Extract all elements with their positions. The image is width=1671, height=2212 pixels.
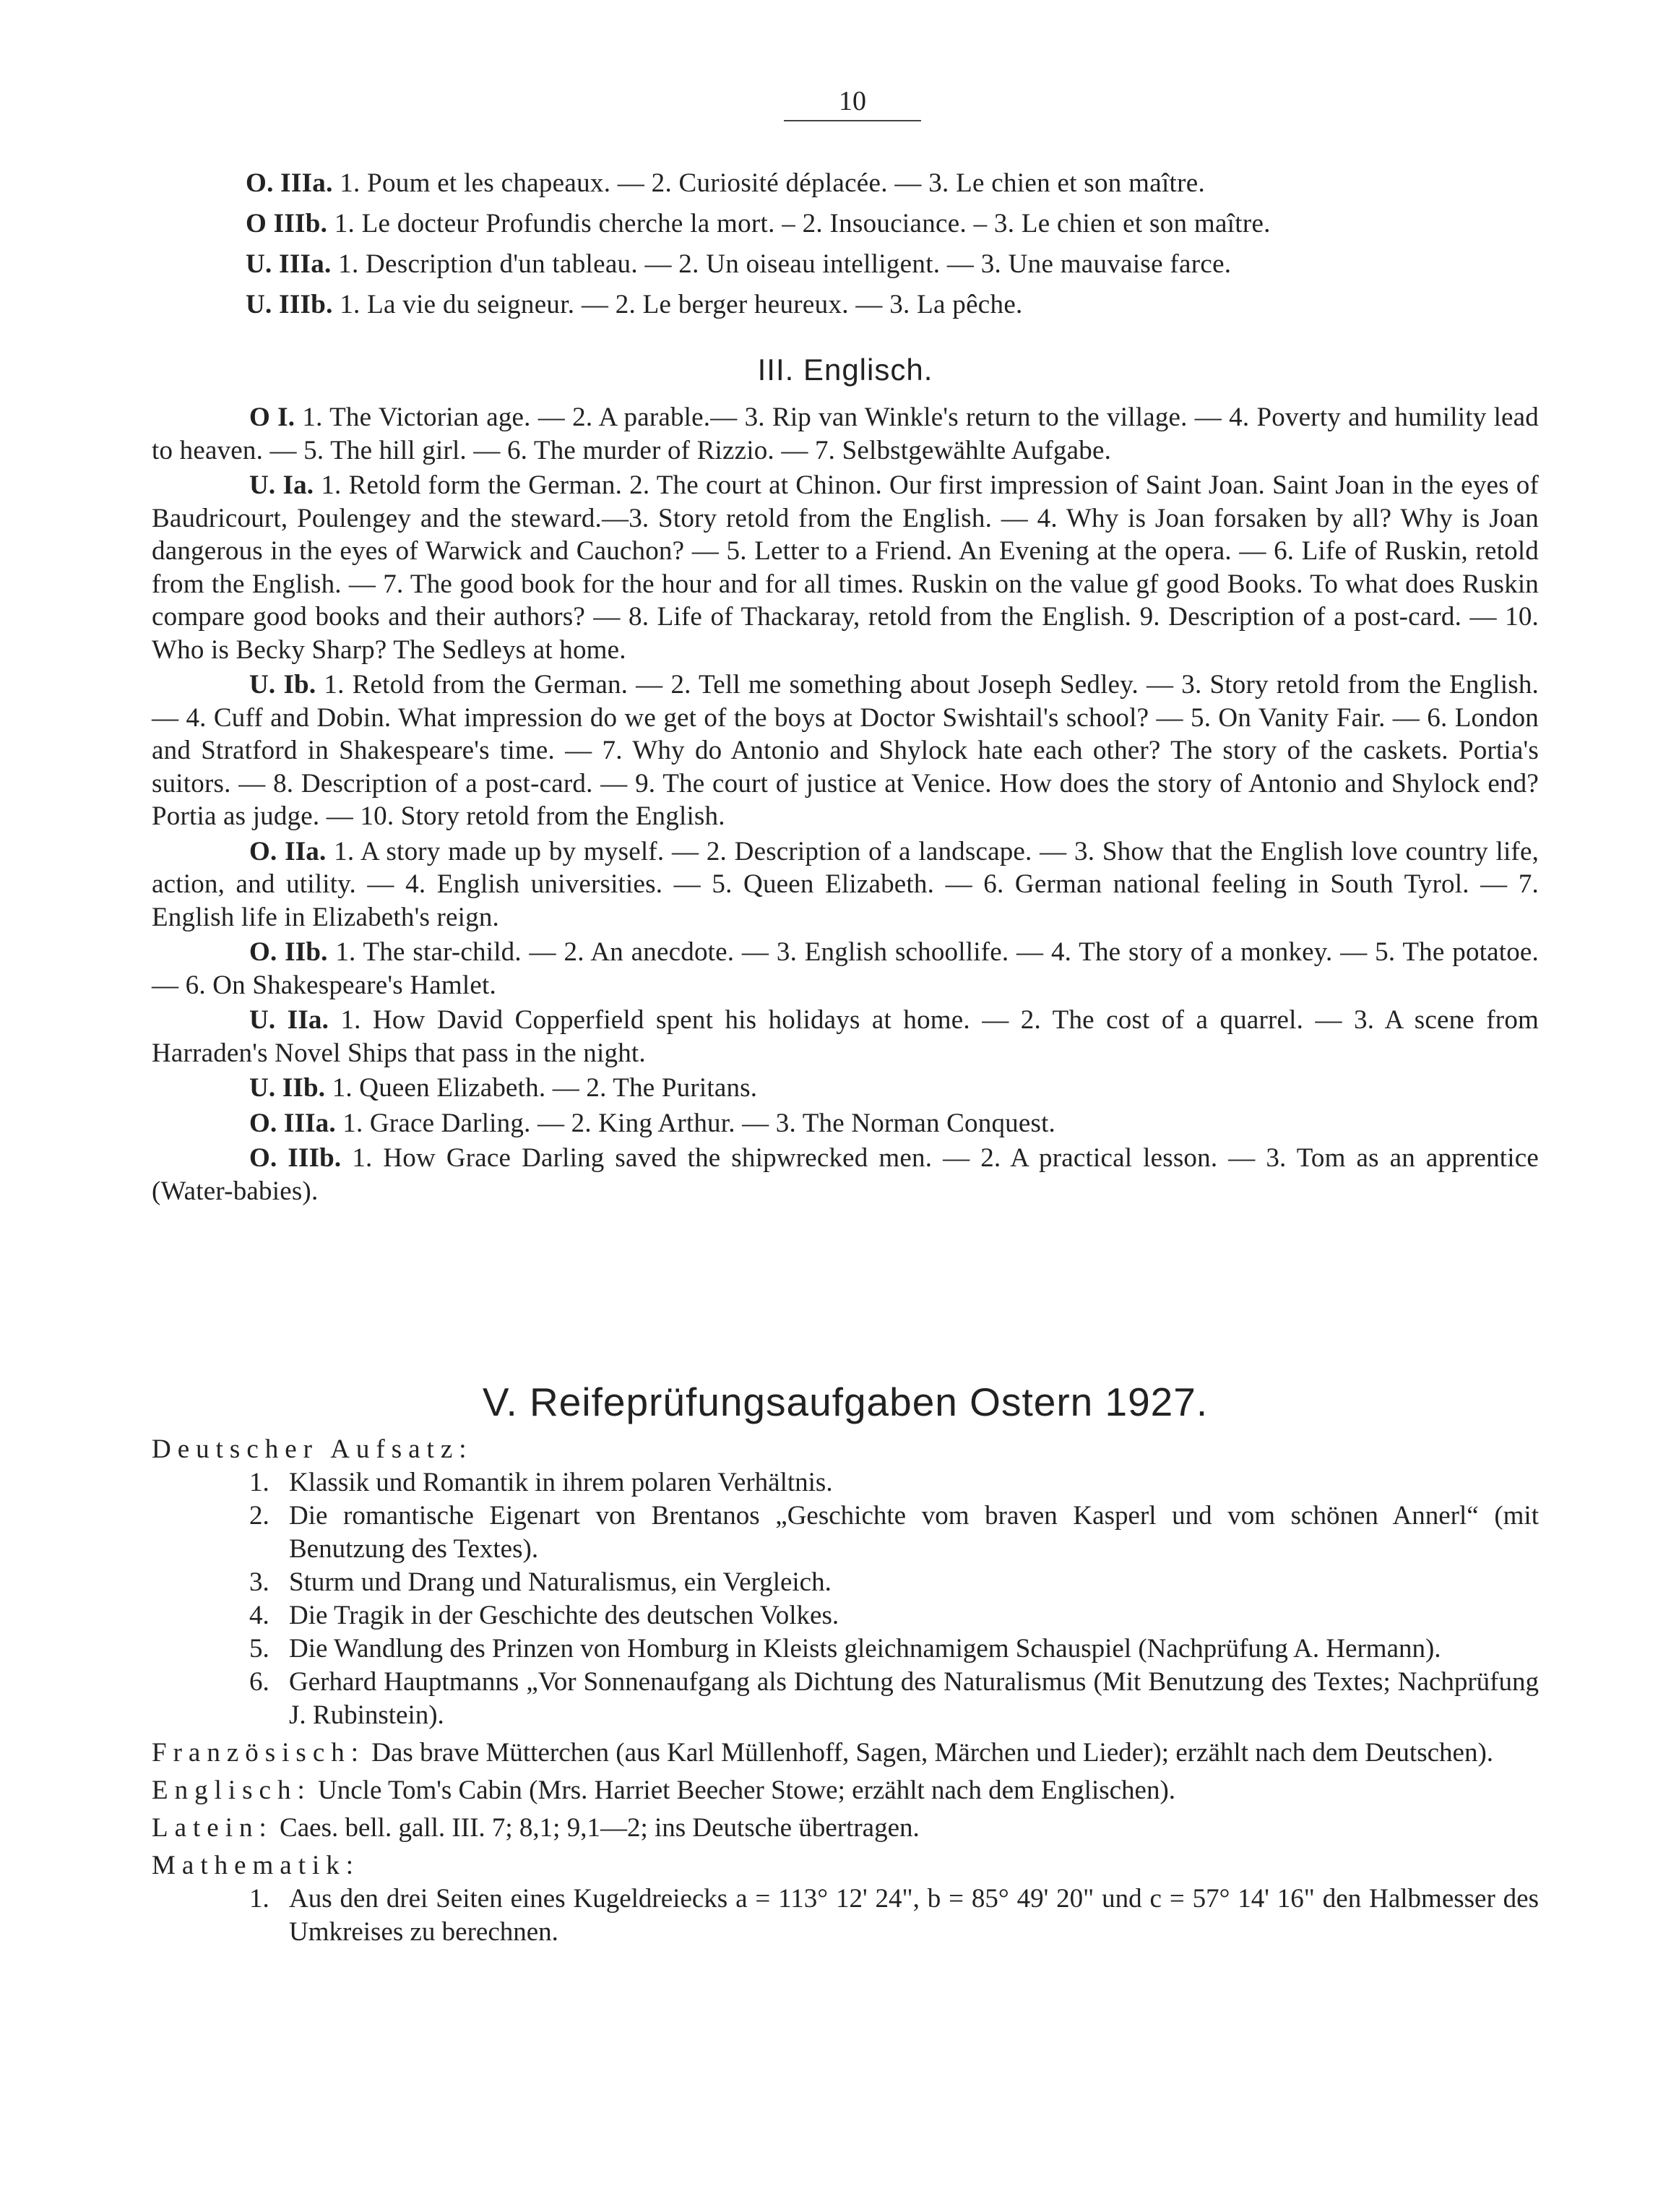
topic-text: 1. The star-child. — 2. An anecdote. — 3. English schoollife. — 4. The story of a monkey. — 5. The potatoe. — 6. On Shakespeare's Hamlet. (152, 937, 1539, 1000)
item-text: Die Tragik in der Geschichte des deutschen Volkes. (289, 1601, 839, 1630)
topic-text: 1. Le docteur Profundis cherche la mort. – 2. Insouciance. – 3. Le chien et son maître. (334, 209, 1271, 238)
english-paragraph (152, 1004, 1539, 1070)
class-label: U. Ib. (249, 670, 316, 700)
topic-text: 1. A story made up by myself. — 2. Description of a landscape. — 3. Show that the English love country life, action, and utility. — 4. English universities. — 5. Queen Elizabeth. — 6. German national feeling in South Tyrol. — 7. English life in Elizabeth's reign. (152, 836, 1540, 932)
class-label: O. IIb. (249, 937, 328, 967)
topic-text: 1. How David Copperfield spent his holidays at home. — 2. The cost of a quarrel. — 3. A scene from Harraden's Novel Ships that pass in the night. (152, 1005, 1540, 1068)
class-label: O I. (249, 403, 295, 432)
class-label: U. IIIb. (246, 290, 333, 319)
french-line (246, 285, 1539, 325)
french-line (246, 163, 1539, 204)
item-number: 4. (249, 1601, 269, 1630)
reifepruefung-tasks (152, 1433, 1539, 1949)
english-paragraph (152, 1107, 1539, 1140)
list-item (152, 1466, 1539, 1499)
subject-latein (152, 1812, 1539, 1845)
list-item (152, 1499, 1539, 1566)
list-item (152, 1666, 1539, 1732)
topic-text: 1. Description d'un tableau. — 2. Un oiseau intelligent. — 3. Une mauvaise farce. (338, 249, 1232, 279)
subject-englisch (152, 1774, 1539, 1807)
english-paragraph (152, 668, 1539, 833)
item-number: 3. (249, 1567, 269, 1597)
french-line (246, 244, 1539, 285)
topic-text: 1. Retold form the German. 2. The court at Chinon. Our first impression of Saint Joan. Saint Joan in the eyes of Baudricourt, Poulengey and the steward.—3. Story retold from the English. — 4. Why is Joan forsaken by all? Why is Joan dangerous in the eyes of Warwick and Cauchon? — 5. Letter to a Friend. An Evening at the opera. — 6. Life of Ruskin, retold from the English. — 7. The good book for the hour and for all times. Ruskin on the value gf good Books. To what does Ruskin compare good books and their authors? — 8. Life of Thackaray, retold from the English. 9. Description of a post-card. — 10. Who is Becky Sharp? The Sedleys at home. (152, 470, 1539, 665)
item-number: 6. (249, 1667, 269, 1697)
topic-text: 1. Poum et les chapeaux. — 2. Curiosité déplacée. — 3. Le chien et son maître. (340, 168, 1206, 198)
topic-text: 1. Queen Elizabeth. — 2. The Puritans. (332, 1073, 758, 1103)
item-text: Sturm und Drang und Naturalismus, ein Vergleich. (289, 1567, 832, 1597)
class-label: U. IIIa. (246, 249, 332, 279)
english-paragraph (152, 835, 1539, 934)
subject-label: Latein: (152, 1813, 273, 1843)
class-label: O. IIIa. (249, 1108, 336, 1138)
list-item (152, 1882, 1539, 1949)
class-label: U. Ia. (249, 470, 314, 500)
subject-label: Englisch: (152, 1776, 311, 1805)
section-heading-reifepruefung: V. Reifeprüfungsaufgaben Ostern 1927. (482, 1380, 1209, 1424)
subject-label-deutsch: Deutscher Aufsatz: (152, 1434, 473, 1464)
class-label: U. IIb. (249, 1073, 326, 1103)
topic-text: 1. Retold from the German. — 2. Tell me something about Joseph Sedley. — 3. Story retold from the English. — 4. Cuff and Dobin. What impression do we get of the boys at Doctor Swishtail's school? — 5. On Vanity Fair. — 6. London and Stratford in Shakespeare's time. — 7. Why do Antonio and Shylock hate each other? The story of the caskets. Portia's suitors. — 8. Description of a post-card. — 9. The court of justice at Venice. How does the story of Antonio and Shylock end? Portia as judge. — 10. Story retold from the English. (152, 670, 1540, 831)
class-label: O IIIb. (246, 209, 328, 238)
english-paragraph (152, 469, 1539, 666)
item-number: 5. (249, 1634, 269, 1664)
english-paragraph (152, 401, 1539, 467)
subject-text: Uncle Tom's Cabin (Mrs. Harriet Beecher Stowe; erzählt nach dem Englischen). (318, 1776, 1176, 1805)
item-number: 2. (249, 1501, 269, 1531)
subject-label-mathematik: Mathematik: (152, 1851, 360, 1880)
subject-label: Französisch: (152, 1738, 366, 1768)
subject-franzoesisch (152, 1737, 1539, 1770)
item-text: Klassik und Romantik in ihrem polaren Verhältnis. (289, 1468, 833, 1497)
topic-text: 1. How Grace Darling saved the shipwrecked men. — 2. A practical lesson. — 3. Tom as an apprentice (Water-babies). (152, 1143, 1539, 1206)
french-line (246, 204, 1539, 244)
mathematik-task-list (152, 1882, 1539, 1949)
french-topics (246, 163, 1539, 325)
item-text: Gerhard Hauptmanns „Vor Sonnenaufgang als Dichtung des Naturalismus (Mit Benutzung des Textes; Nachprüfung J. Rubinstein). (289, 1667, 1539, 1730)
subject-text: Caes. bell. gall. III. 7; 8,1; 9,1—2; ins Deutsche übertragen. (280, 1813, 920, 1843)
english-topics (152, 401, 1539, 1210)
item-text: Die Wandlung des Prinzen von Homburg in Kleists gleichnamigem Schauspiel (Nachprüfung A. Hermann). (289, 1634, 1441, 1664)
item-text: Aus den drei Seiten eines Kugeldreiecks a = 113° 12' 24", b = 85° 49' 20" und c = 57° 14' 16" den Halbmesser des Umkreises zu berechnen. (289, 1884, 1539, 1947)
subject-text: Das brave Mütterchen (aus Karl Müllenhoff, Sagen, Märchen und Lieder); erzählt nach dem Deutschen). (371, 1738, 1494, 1768)
item-text: Die romantische Eigenart von Brentanos „Geschichte vom braven Kasperl und vom schönen Annerl“ (mit Benutzung des Textes). (289, 1501, 1539, 1564)
class-label: O. IIa. (249, 836, 327, 866)
list-item (152, 1632, 1539, 1666)
class-label: U. IIa. (249, 1005, 329, 1035)
section-heading-englisch: III. Englisch. (757, 353, 933, 387)
item-number: 1. (249, 1468, 269, 1497)
english-paragraph (152, 1142, 1539, 1208)
topic-text: 1. La vie du seigneur. — 2. Le berger heureux. — 3. La pêche. (340, 290, 1023, 319)
class-label: O. IIIa. (246, 168, 333, 198)
list-item (152, 1599, 1539, 1632)
deutsch-task-list (152, 1466, 1539, 1732)
list-item (152, 1566, 1539, 1599)
english-paragraph (152, 1072, 1539, 1105)
class-label: O. IIIb. (249, 1143, 342, 1173)
english-paragraph (152, 936, 1539, 1002)
topic-text: 1. Grace Darling. — 2. King Arthur. — 3. The Norman Conquest. (342, 1108, 1056, 1138)
item-number: 1. (249, 1884, 269, 1914)
page-number: 10 (784, 85, 921, 121)
topic-text: 1. The Victorian age. — 2. A parable.— 3. Rip van Winkle's return to the village. — 4. Poverty and humility lead to heaven. — 5. The hill girl. — 6. The murder of Rizzio. — 7. Selbstgewählte Aufgabe. (152, 403, 1539, 465)
